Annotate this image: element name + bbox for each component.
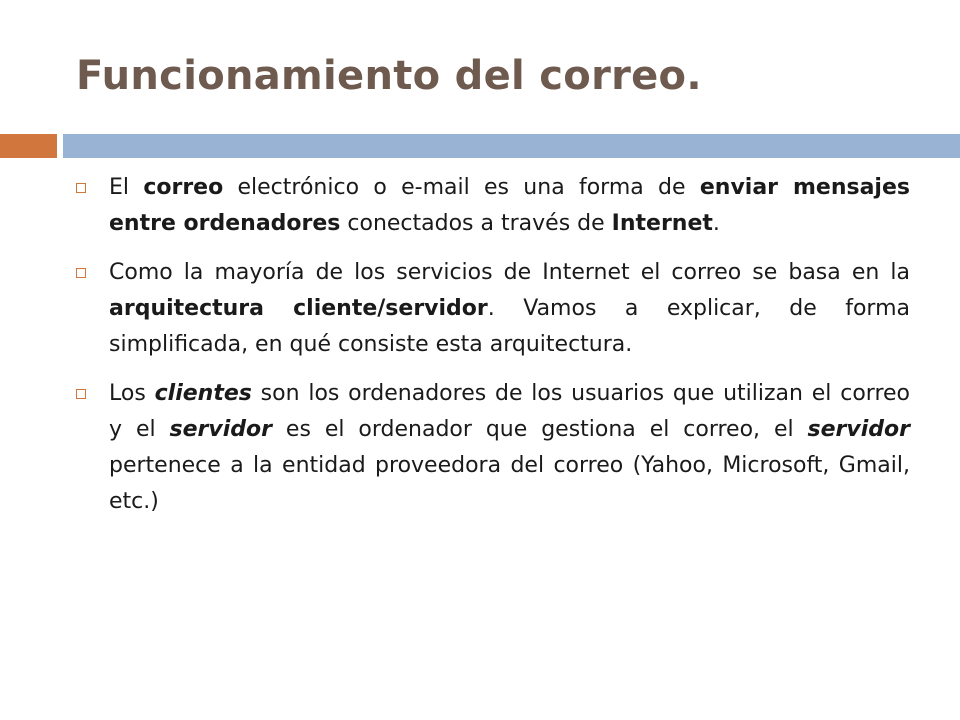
- bullet-text: El correo electrónico o e-mail es una forma de enviar mensajes entre ordenadores conectados a través de Internet.: [109, 175, 910, 236]
- bullet-item: [76, 255, 910, 363]
- square-bullet-icon: [76, 389, 86, 399]
- square-bullet-icon: [76, 183, 86, 193]
- bullet-item: [76, 376, 910, 520]
- square-bullet-icon: [76, 268, 86, 278]
- bullet-text: Como la mayoría de los servicios de Internet el correo se basa en la arquitectura cliente/servidor. Vamos a explicar, de forma simplificada, en qué consiste esta arquitectura.: [109, 260, 911, 357]
- bullet-text: Los clientes son los ordenadores de los usuarios que utilizan el correo y el servidor es el ordenador que gestiona el correo, el servidor pertenece a la entidad proveedora del correo (Yahoo, Microsoft, Gmail, etc.): [109, 381, 910, 514]
- bullet-item: [76, 170, 910, 242]
- slide-title: Funcionamiento del correo.: [76, 53, 702, 99]
- accent-bar-right: [63, 134, 960, 158]
- bullet-list: [76, 170, 910, 533]
- accent-bar-left: [0, 134, 57, 158]
